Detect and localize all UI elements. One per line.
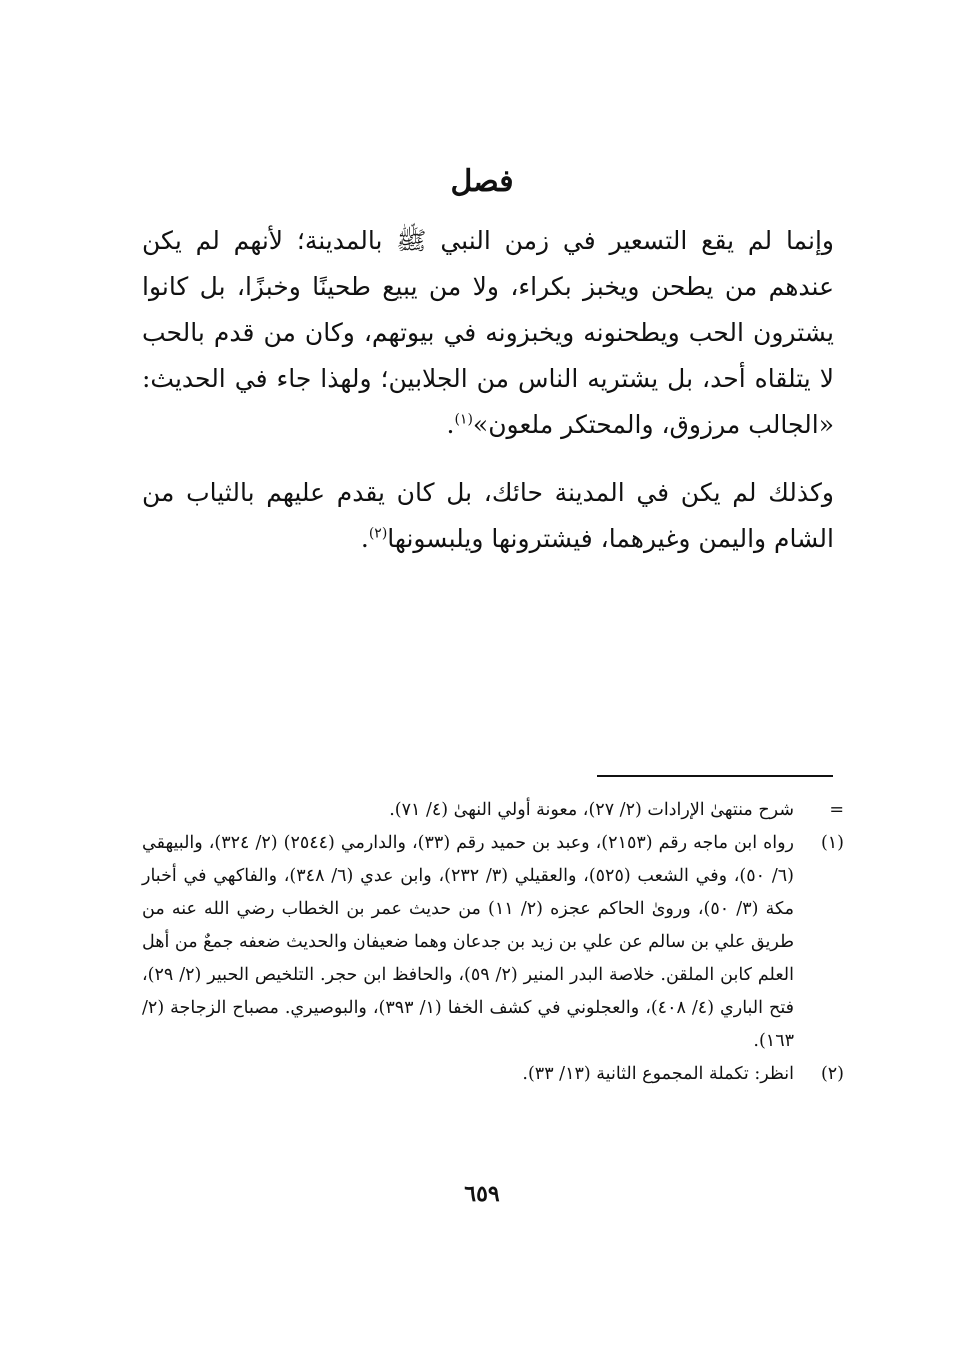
footnotes-section (142, 794, 844, 1091)
footnote-1-text: رواه ابن ماجه رقم (٢١٥٣)، وعبد بن حميد رقم (٣٣)، والدارمي (٢٥٤٤) (٢/ ٣٢٤)، والبيهقي (٦/ ٥٠)، وفي الشعب (٥٢٥)، والعقيلي (٣/ ٢٣٢)، وابن عدي (٦/ ٣٤٨)، والفاكهي في أخبار مكة (٣/ ٥٠)، وروىٰ الحاكم عجزه (٢/ ١١) من حديث عمر بن الخطاب رضي الله عنه من طريق علي بن سالم عن علي بن زيد بن جدعان وهما ضعيفان والحديث ضعفه جمعٌ من أهل العلم كابن الملقن. خلاصة البدر المنير (٢/ ٥٩)، والحافظ ابن حجر. التلخيص الحبير (٢/ ٢٩)، فتح الباري (٤/ ٤٠٨)، والعجلوني في كشف الخفا (١/ ٣٩٣)، والبوصيري. مصباح الزجاجة (٢/ ١٦٣). (142, 833, 795, 1051)
footnote-1 (142, 827, 844, 1058)
paragraph-2-end: . (360, 524, 369, 553)
footnote-2-text: انظر: تكملة المجموع الثانية (١٣/ ٣٣). (522, 1064, 794, 1084)
footnote-ref-1[interactable]: (١) (454, 411, 473, 428)
footnote-ref-2[interactable]: (٢) (368, 525, 388, 542)
section-heading: فصل (450, 164, 514, 199)
footnote-continuation-marker: = (829, 800, 844, 820)
footnote-1-marker: (١) (820, 833, 844, 853)
body-paragraph-2 (142, 470, 834, 562)
footnote-continued (142, 794, 844, 827)
footnote-2-marker: (٢) (820, 1064, 844, 1084)
page-number: ٦٥٩ (464, 1181, 500, 1207)
paragraph-2-text: وكذلك لم يكن في المدينة حائك، بل كان يقدم عليهم بالثياب من الشام واليمن وغيرهما، فيشترونها ويلبسونها (142, 478, 834, 553)
footnote-2 (142, 1058, 844, 1091)
paragraph-1-end: . (446, 410, 455, 439)
paragraph-1-text: وإنما لم يقع التسعير في زمن النبي ﷺ بالمدينة؛ لأنهم لم يكن عندهم من يطحن ويخبز بكراء، ولا من يبيع طحينًا وخبزًا، بل كانوا يشترون الحب ويطحنونه ويخبزونه في بيوتهم، وكان من قدم بالحب لا يتلقاه أحد، بل يشتريه الناس من الجلابين؛ ولهذا جاء في الحديث: «الجالب مرزوق، والمحتكر ملعون» (142, 226, 834, 439)
footnote-separator (597, 775, 833, 777)
body-paragraph-1 (142, 218, 834, 448)
footnote-continued-text: شرح منتهىٰ الإرادات (٢/ ٢٧)، معونة أولي النهىٰ (٤/ ٧١). (389, 800, 794, 820)
